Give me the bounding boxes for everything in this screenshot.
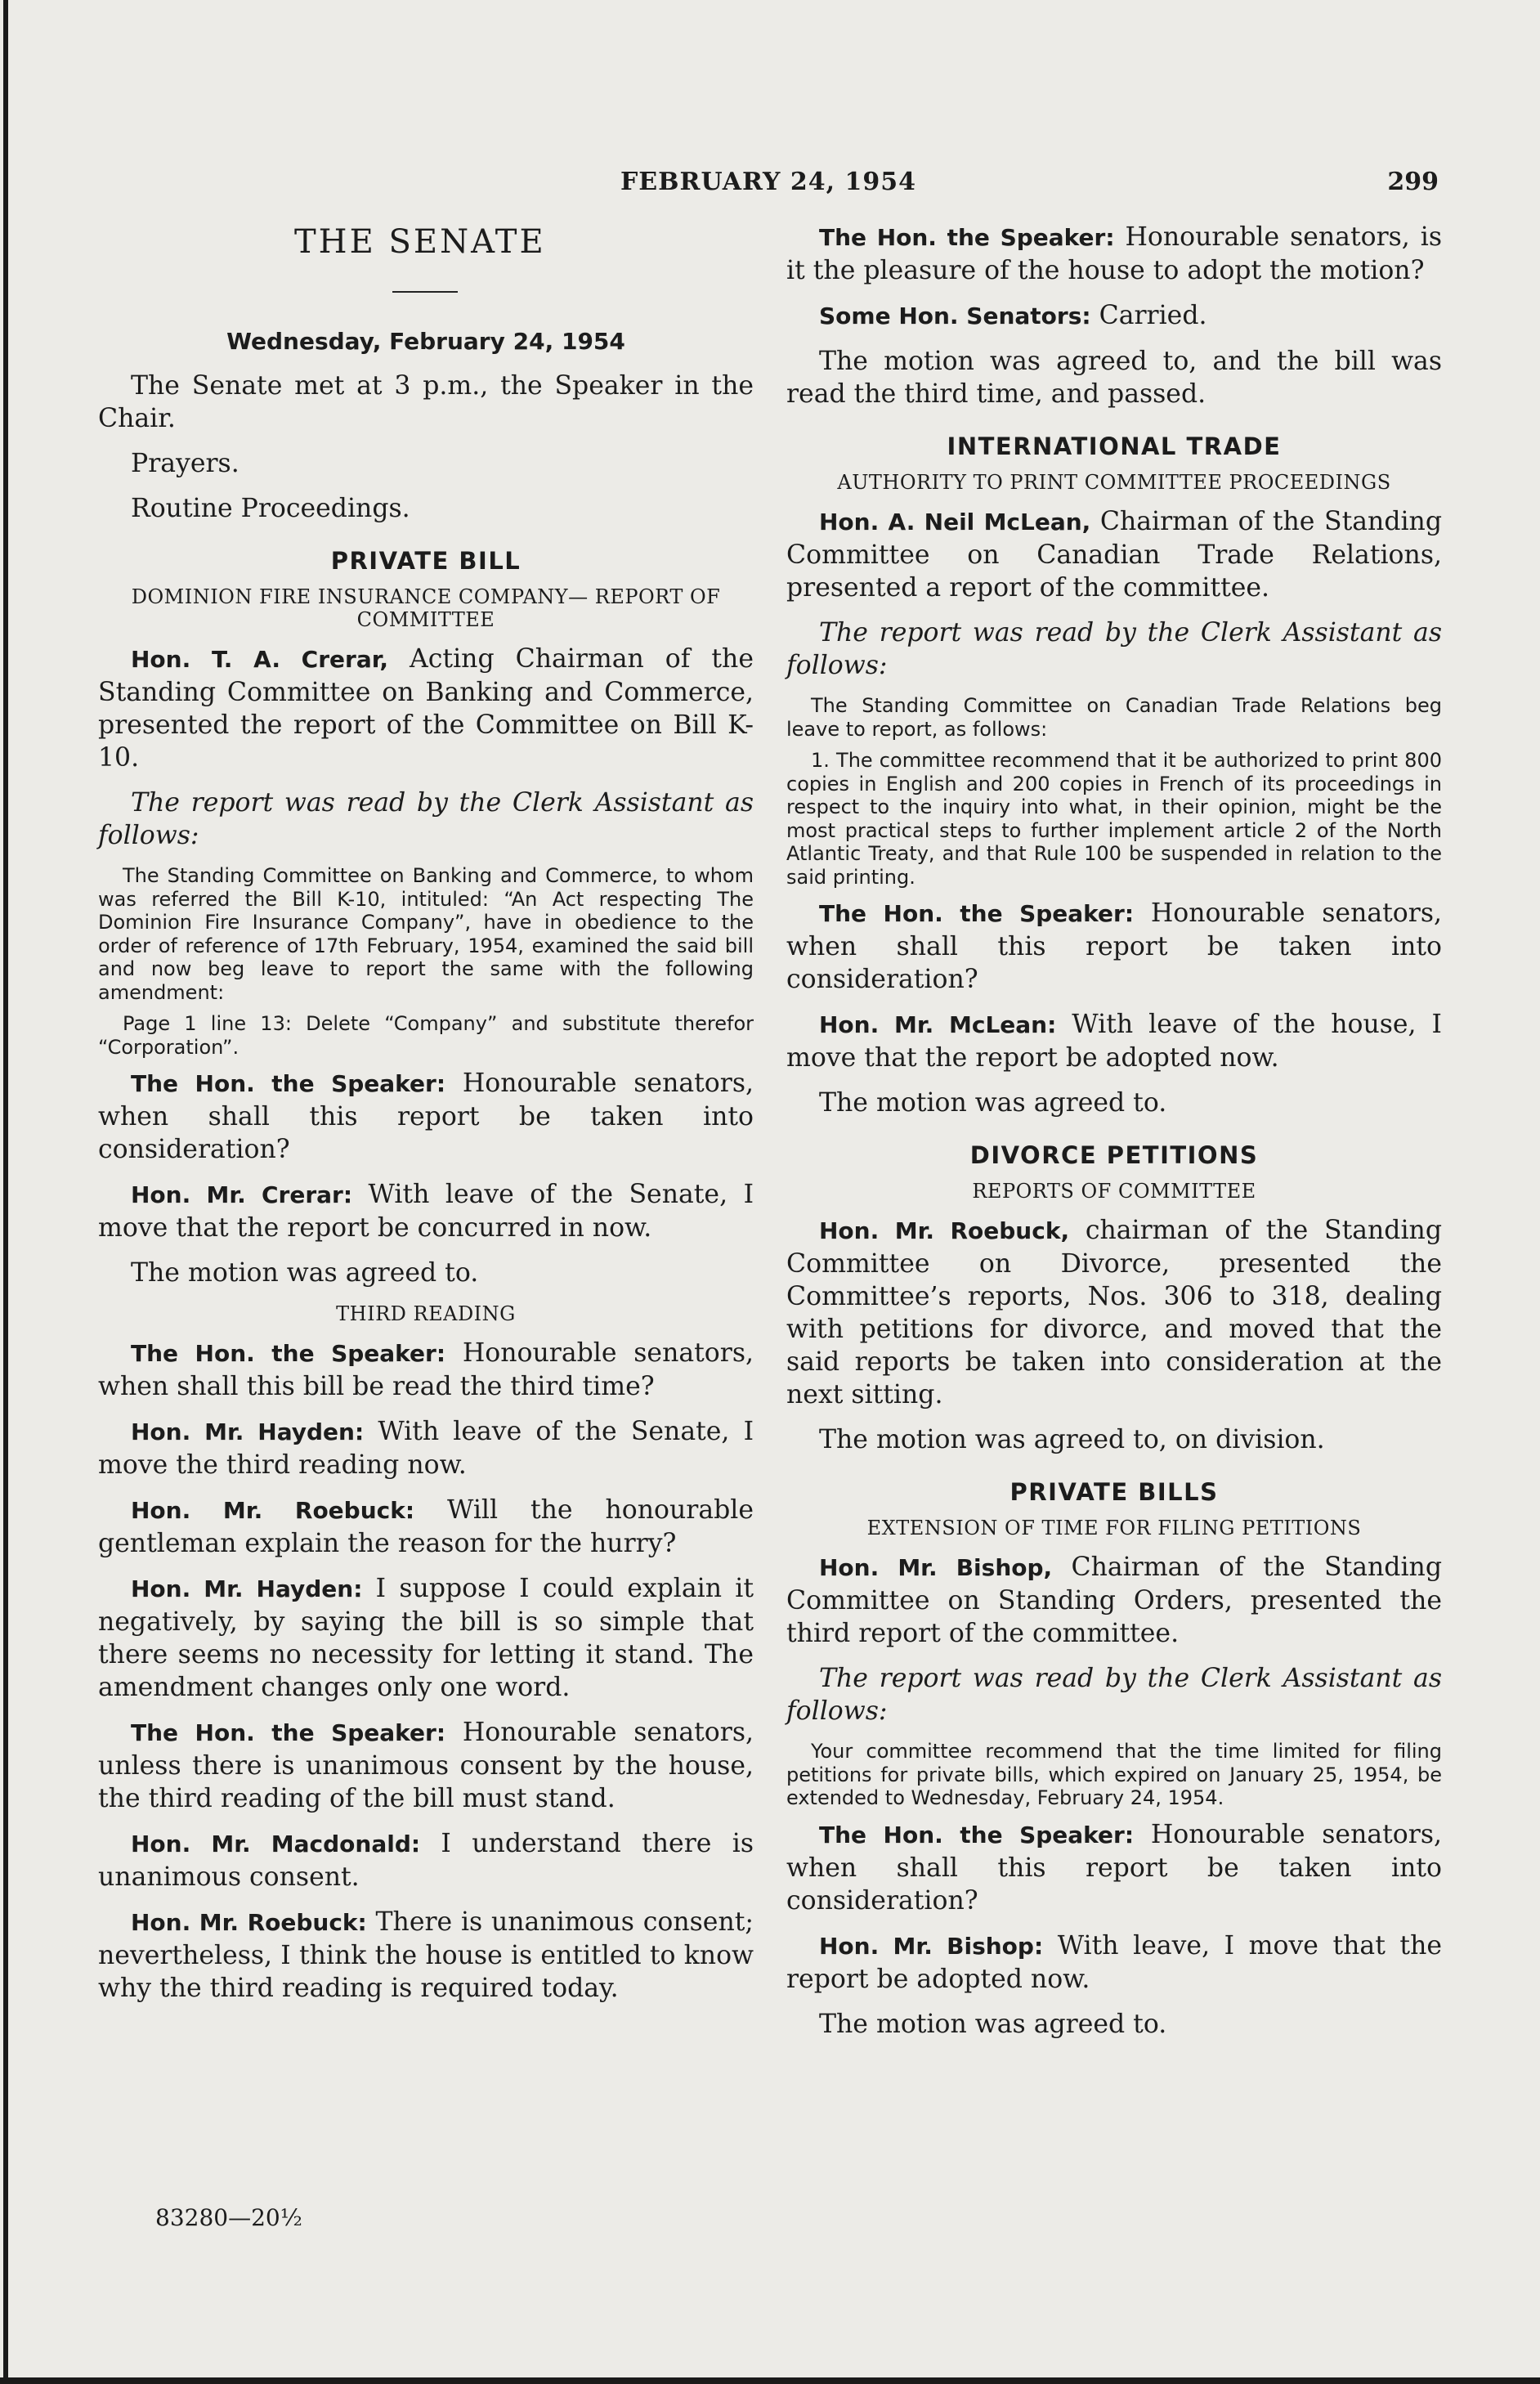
speech-text: With leave of the Senate, I move that the report be concurred in now. (98, 1180, 754, 1243)
paragraph-division: The motion was agreed to, on division. (819, 1425, 1325, 1454)
speaker-name: Hon. Mr. Roebuck, (819, 1217, 1070, 1244)
paragraph-roebuck-divorce (786, 1214, 1442, 1411)
heading-private-bills: PRIVATE BILLS (1010, 1478, 1219, 1506)
paragraph-speaker-1 (98, 1067, 754, 1166)
page-edge-left (3, 0, 8, 2384)
speaker-name: The Hon. the Speaker: (131, 1070, 446, 1097)
paragraph-roebuck (98, 1494, 754, 1560)
paragraph-prayers: Prayers. (131, 449, 240, 478)
paragraph-macdonald (98, 1827, 754, 1893)
speaker-name: Hon. Mr. Roebuck: (131, 1497, 415, 1524)
subheading-reports: REPORTS OF COMMITTEE (972, 1180, 1256, 1203)
subheading-authority: AUTHORITY TO PRINT COMMITTEE PROCEEDINGS (837, 471, 1391, 494)
speaker-name: Hon. Mr. Bishop, (819, 1554, 1053, 1581)
speech-text: I suppose I could explain it negatively, by saying the bill is so simple that there seems no necessity for letting it stand. The amendment changes only one word. (98, 1574, 754, 1702)
report-read-line: The report was read by the Clerk Assistant as follows: (786, 1664, 1442, 1726)
page-edge-bottom (0, 2377, 1540, 2384)
paragraph-motion-agreed-final: The motion was agreed to. (819, 2009, 1167, 2039)
report-read-line: The report was read by the Clerk Assistant as follows: (786, 618, 1442, 680)
speech-text: Will the honourable gentleman explain the reason for the hurry? (98, 1495, 754, 1558)
paragraph-bishop-2 (786, 1929, 1442, 1996)
speech-text: Acting Chairman of the Standing Committee on Banking and Commerce, presented the report of the Committee on Bill K-10. (98, 644, 754, 773)
header-date: FEBRUARY 24, 1954 (620, 168, 916, 196)
speech-text: Honourable senators, when shall this report be taken into consideration? (786, 1819, 1443, 1916)
speech-text: Carried. (1090, 301, 1207, 330)
speaker-name: The Hon. the Speaker: (819, 1821, 1135, 1848)
report-extension: Your committee recommend that the time limited for filing petitions for private bills, which expired on January 25, 1954, be extended to Wednesday, February 24, 1954. (786, 1740, 1442, 1809)
subheading-third-reading: THIRD READING (336, 1302, 516, 1325)
speech-text: With leave of the Senate, I move the third reading now. (98, 1417, 754, 1480)
paragraph-passed: The motion was agreed to, and the bill was read the third time, and passed. (786, 347, 1442, 409)
paragraph-met: The Senate met at 3 p.m., the Speaker in the Chair. (98, 371, 754, 433)
sitting-date: Wednesday, February 24, 1954 (226, 328, 625, 355)
paragraph-routine: Routine Proceedings. (131, 494, 410, 523)
paragraph-speaker-3 (98, 1716, 754, 1815)
report-recommendation: 1. The committee recommend that it be authorized to print 800 copies in English and 200 copies in French of its proceedings in respect to the inquiry into what, in their opinion, might be the most practical steps to further implement article 2 of the North Atlantic Treaty, and that Rule 100 be suspended in relation to the said printing. (786, 749, 1442, 889)
subheading-dominion-fire: DOMINION FIRE INSURANCE COMPANY— REPORT OF COMMITTEE (131, 585, 721, 631)
speaker-name: Hon. A. Neil McLean, (819, 509, 1091, 536)
speaker-name: The Hon. the Speaker: (819, 224, 1115, 251)
title-rule (392, 291, 458, 293)
speaker-name: Hon. Mr. Bishop: (819, 1932, 1044, 1960)
paragraph-motion-agreed: The motion was agreed to. (131, 1258, 479, 1288)
right-column (786, 221, 1442, 2053)
paragraph-motion-agreed: The motion was agreed to. (819, 1088, 1167, 1118)
senate-title: THE SENATE (294, 223, 546, 261)
heading-international-trade: INTERNATIONAL TRADE (947, 432, 1282, 460)
speech-text: Honourable senators, when shall this bill be read the third time? (98, 1338, 754, 1401)
paragraph-hayden-2 (98, 1572, 754, 1704)
heading-divorce-petitions: DIVORCE PETITIONS (969, 1141, 1259, 1169)
paragraph-speaker-4 (786, 221, 1442, 287)
report-read-line: The report was read by the Clerk Assistant as follows: (98, 788, 754, 850)
paragraph-speaker-6 (786, 1818, 1442, 1917)
paragraph-bishop (786, 1551, 1442, 1650)
paragraph-speaker-5 (786, 897, 1442, 996)
report-text: The Standing Committee on Banking and Commerce, to whom was referred the Bill K-10, intituled: “An Act respecting The Dominion Fire Insurance Company”, have in obedience to the order of reference of 17th February, 1954, examined the said bill and now beg leave to report the same with the following amendment: (98, 864, 754, 1004)
page-number: 299 (1387, 168, 1439, 196)
subheading-extension: EXTENSION OF TIME FOR FILING PETITIONS (866, 1517, 1362, 1539)
paragraph-speaker-2 (98, 1337, 754, 1403)
speech-text: Honourable senators, is it the pleasure of the house to adopt the motion? (786, 222, 1442, 285)
report-amendment: Page 1 line 13: Delete “Company” and substitute therefor “Corporation”. (98, 1012, 754, 1059)
heading-private-bill: PRIVATE BILL (330, 547, 522, 575)
speech-text: Honourable senators, when shall this report be taken into consideration? (786, 898, 1443, 994)
left-column (98, 221, 754, 2017)
paragraph-mclean-2 (786, 1008, 1442, 1074)
running-head (98, 168, 1439, 208)
paragraph-some-senators (786, 299, 1442, 333)
speaker-name: Some Hon. Senators: (819, 302, 1091, 329)
speaker-name: The Hon. the Speaker: (131, 1719, 446, 1746)
speech-text: Honourable senators, when shall this report be taken into consideration? (98, 1069, 754, 1164)
print-code: 83280—20½ (155, 2204, 302, 2231)
speech-text: With leave of the house, I move that the report be adopted now. (786, 1010, 1442, 1073)
paragraph-crerar-2 (98, 1178, 754, 1244)
speech-text: I understand there is unanimous consent. (98, 1829, 754, 1892)
paragraph-hayden (98, 1415, 754, 1481)
speaker-name: Hon. Mr. Hayden: (131, 1575, 363, 1602)
speech-text: Honourable senators, unless there is unanimous consent by the house, the third reading of the bill must stand. (98, 1718, 754, 1813)
speech-text: chairman of the Standing Committee on Divorce, presented the Committee’s reports, Nos. 306 to 318, dealing with petitions for divorce, and moved that the said reports be taken into consideration at the next sitting. (786, 1216, 1443, 1409)
speaker-name: Hon. Mr. Hayden: (131, 1418, 365, 1445)
speaker-name: Hon. Mr. Roebuck: (131, 1909, 367, 1936)
speech-text: Chairman of the Standing Committee on Canadian Trade Relations, presented a report of the committee. (786, 507, 1443, 603)
paragraph-roebuck-2 (98, 1906, 754, 2005)
paragraph-mclean (786, 505, 1442, 604)
speaker-name: Hon. Mr. Macdonald: (131, 1831, 421, 1857)
speaker-name: Hon. T. A. Crerar, (131, 646, 389, 673)
speech-text: Chairman of the Standing Committee on Standing Orders, presented the third report of the committee. (786, 1553, 1442, 1648)
speaker-name: Hon. Mr. McLean: (819, 1011, 1057, 1038)
speech-text: With leave, I move that the report be adopted now. (786, 1930, 1442, 1994)
speech-text: There is unanimous consent; nevertheless, I think the house is entitled to know why the third reading is required today. (98, 1907, 754, 2003)
speaker-name: The Hon. the Speaker: (819, 900, 1135, 927)
speaker-name: The Hon. the Speaker: (131, 1340, 446, 1367)
paragraph-crerar (98, 643, 754, 774)
speaker-name: Hon. Mr. Crerar: (131, 1181, 353, 1208)
report-intro: The Standing Committee on Canadian Trade Relations beg leave to report, as follows: (786, 694, 1442, 741)
